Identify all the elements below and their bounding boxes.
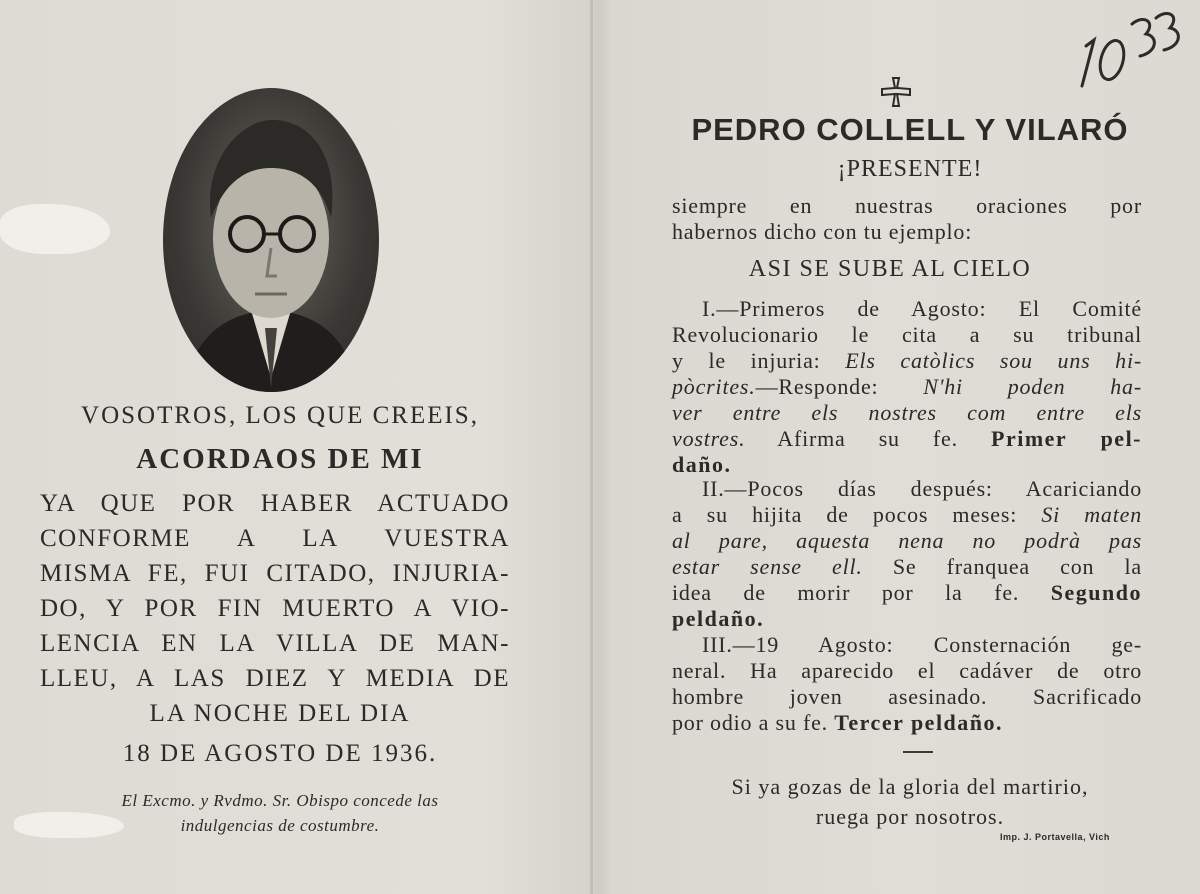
text-run-italic: Si maten [1041,502,1142,527]
left-panel [0,0,590,894]
text-run-italic: vostres. [672,426,746,451]
poem-line: LA NOCHE DEL DIA [149,700,411,727]
text-line: I.—Primeros de Agosto: El Comité [702,296,1142,321]
text-line [672,374,1142,400]
portrait-photo [163,88,379,392]
text-run-italic: N'hi poden ha- [923,374,1142,399]
text-line [672,426,1142,452]
poem-line: DO, Y POR FIN MUERTO A VIO- [40,595,510,622]
text-run: a su hijita de pocos meses: [672,502,1042,527]
text-line: hombre joven asesinado. Sacrificado [672,684,1142,709]
text-line: neral. Ha aparecido el cadáver de otro [672,658,1142,683]
text-line: al pare, aquesta nena no podrà pas [672,528,1142,553]
handwritten-catalog-number [1078,6,1188,90]
text-run-italic: pòcrites. [672,374,756,399]
text-run-bold: Tercer peldaño. [834,710,1004,735]
text-run: y le injuria: [672,348,846,373]
text-line: Revolucionario le cita a su tribunal [672,322,1142,347]
cross-icon [880,76,912,108]
text-run: por odio a su fe. [672,710,835,735]
separator-dash [903,751,933,753]
poem-line: LENCIA EN LA VILLA DE MAN- [40,630,510,657]
step-two-paragraph [672,476,1142,632]
text-run: Afirma su fe. [745,426,992,451]
intro-line: siempre en nuestras oraciones por [672,193,1142,218]
poem-heading: ACORDAOS DE MI [136,443,424,475]
text-line [672,348,1142,374]
poem-line: CONFORME A LA VUESTRA [40,525,510,552]
right-panel [600,0,1200,894]
text-run-bold: Primer pel- [991,426,1143,451]
text-line-bold: peldaño. [672,606,765,631]
intro-text [672,193,1142,245]
text-line: ver entre els nostres com entre els [672,400,1142,425]
poem-line: VOSOTROS, LOS QUE CREEIS, [81,402,479,429]
text-run-italic: estar sense ell. [672,554,863,579]
indulgence-line: El Excmo. y Rvdmo. Sr. Obispo concede las [121,791,439,810]
text-run: —Responde: [755,374,924,399]
text-line [672,580,1142,606]
text-line: III.—19 Agosto: Consternación ge- [702,632,1142,657]
text-run-bold: Segundo [1050,580,1142,605]
deceased-name: PEDRO COLLELL Y VILARÓ [691,112,1129,147]
text-run: idea de morir por la fe. [672,580,1051,605]
paper-tear [0,204,110,254]
step-one-paragraph [672,296,1142,478]
closing-line: ruega por nosotros. [815,804,1005,829]
closing-line: Si ya gozas de la gloria del martirio, [731,774,1089,799]
text-line [672,502,1142,528]
text-run: Se franquea con la [862,554,1142,579]
poem-line: LLEU, A LAS DIEZ Y MEDIA DE [40,665,510,692]
text-line [672,710,1003,735]
poem-block [40,486,510,696]
card-fold [590,0,593,894]
handwritten-number-graphic [1078,6,1188,90]
indulgence-note [40,788,520,838]
closing-prayer [670,772,1150,832]
indulgence-line: indulgencias de costumbre. [180,816,380,835]
text-line [672,554,1142,580]
text-line-bold: daño. [672,452,732,477]
text-run-italic: Els catòlics sou uns hi- [845,348,1142,373]
poem-line: YA QUE POR HABER ACTUADO [40,490,510,517]
step-three-paragraph [672,632,1142,736]
poem-line: MISMA FE, FUI CITADO, INJURIA- [40,560,510,587]
intro-line: habernos dicho con tu ejemplo: [672,219,973,244]
portrait-illustration [163,88,379,392]
text-line: II.—Pocos días después: Acariciando [702,476,1142,501]
presente-heading: ¡PRESENTE! [837,156,983,182]
death-date: 18 DE AGOSTO DE 1936. [122,740,438,767]
cielo-heading: ASI SE SUBE AL CIELO [748,256,1032,282]
printer-imprint: Imp. J. Portavella, Vich [1000,832,1110,842]
